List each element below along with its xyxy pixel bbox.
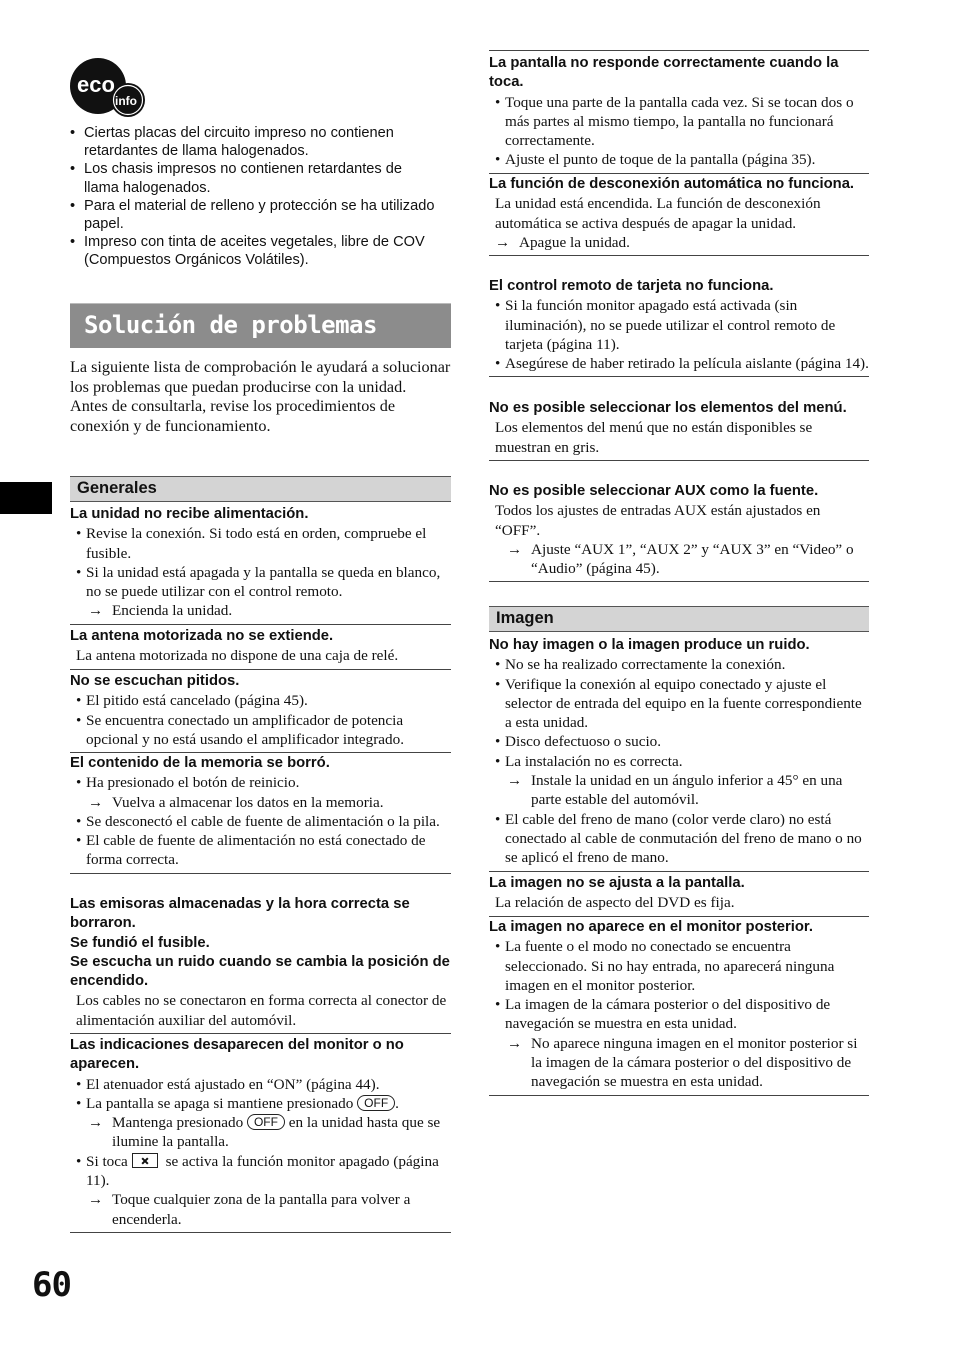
remedy-text: Toque cualquier zona de la pantalla para volver a encenderla. xyxy=(112,1191,411,1228)
cause-text: La unidad está encendida. La función de desconexión automática se activa después de apagar la unidad. xyxy=(495,195,821,232)
eco-bullet: • Impreso con tinta de aceites vegetales, libre de COV (Compuestos Orgánicos Volátiles). xyxy=(70,233,440,269)
cause-item: • Disco defectuoso o sucio. xyxy=(489,732,869,751)
cause-item: • Se encuentra conectado un amplificador de potencia opcional y no está usando el amplificador integrado. xyxy=(70,711,451,750)
remedy-text: en la unidad hasta que se ilumine la pantalla. xyxy=(112,1114,441,1151)
chapter-tab-marker xyxy=(0,482,52,514)
arrow-icon: → xyxy=(507,540,523,558)
cause-item xyxy=(70,1152,451,1191)
trouble-block-auto-off xyxy=(489,175,869,256)
page-number: 60 xyxy=(32,1265,71,1305)
cause-item: • El cable de fuente de alimentación no está conectado de forma correcta. xyxy=(70,831,451,870)
trouble-block-touch xyxy=(489,50,869,174)
cause-text: Los elementos del menú que no están disponibles se muestran en gris. xyxy=(495,419,813,456)
remedy-item xyxy=(489,540,869,579)
remedy-item xyxy=(70,793,451,812)
cause-item: • El cable del freno de mano (color verde claro) no está conectado al cable de conmutación del freno de mano o no se aplicó el freno de mano. xyxy=(489,810,869,868)
problem-heading: La unidad no recibe alimentación. xyxy=(70,506,309,522)
cause-text: Todos los ajustes de entradas AUX están ajustados en “OFF”. xyxy=(495,502,821,539)
problem-heading: El control remoto de tarjeta no funciona. xyxy=(489,278,774,294)
cause-text: . xyxy=(395,1094,399,1112)
cause-item: • La instalación no es correcta. xyxy=(489,752,869,771)
trouble-block-aspect xyxy=(489,874,869,917)
eco-logo-text: eco xyxy=(77,72,115,97)
eco-bullet-list xyxy=(70,124,440,270)
cause-text: La relación de aspecto del DVD es fija. xyxy=(495,894,735,912)
remedy-item xyxy=(70,1113,451,1152)
section-header-generales xyxy=(70,476,451,502)
cause-text: La antena motorizada no dispone de una caja de relé. xyxy=(76,647,399,665)
trouble-block-card-remote xyxy=(489,277,869,377)
cause-item xyxy=(70,1094,451,1113)
eco-bullet: • Ciertas placas del circuito impreso no contienen retardantes de llama halogenados. xyxy=(70,124,440,160)
remedy-text: No aparece ninguna imagen en el monitor posterior si la imagen de la cámara posterior o del dispositivo de navegación se muestra en esta unidad. xyxy=(531,1034,858,1091)
eco-info-logo xyxy=(70,56,146,118)
cause-text: Los cables no se conectaron en forma correcta al conector de alimentación auxiliar del automóvil. xyxy=(76,992,447,1029)
remedy-item xyxy=(70,601,451,620)
cause-item: • Toque una parte de la pantalla cada vez. Si se tocan dos o más partes al mismo tiempo, la pantalla no funcionará correctamente. xyxy=(489,93,869,151)
cause-item: • Revise la conexión. Si todo está en orden, compruebe el fusible. xyxy=(70,524,451,563)
problem-heading: Las emisoras almacenadas y la hora correcta se borraron. xyxy=(70,896,410,932)
problem-heading: No hay imagen o la imagen produce un ruido. xyxy=(489,637,810,653)
cause-item: • La fuente o el modo no conectado se encuentra seleccionado. Si no hay entrada, no aparecerá ninguna imagen en el monitor posterior. xyxy=(489,937,869,995)
cause-item: • El atenuador está ajustado en “ON” (página 44). xyxy=(70,1075,451,1094)
cause-item: • No se ha realizado correctamente la conexión. xyxy=(489,655,869,674)
problem-heading: No se escuchan pitidos. xyxy=(70,673,240,689)
remedy-item xyxy=(489,1034,869,1092)
cause-item: • La imagen de la cámara posterior o del dispositivo de navegación se muestra en esta unidad. xyxy=(489,995,869,1034)
section-title: Generales xyxy=(77,479,157,497)
problem-heading: La antena motorizada no se extiende. xyxy=(70,628,334,644)
trouble-block-power xyxy=(70,505,451,625)
section-title: Imagen xyxy=(496,609,554,627)
intro-paragraph: La siguiente lista de comprobación le ayudará a solucionar los problemas que puedan producirse con la unidad. xyxy=(70,358,451,396)
trouble-block-rear-monitor xyxy=(489,918,869,1096)
cause-item: • Asegúrese de haber retirado la película aislante (página 14). xyxy=(489,354,869,373)
trouble-block-aux xyxy=(489,482,869,582)
trouble-block-antenna xyxy=(70,627,451,670)
cause-item: • El pitido está cancelado (página 45). xyxy=(70,691,451,710)
section-header-imagen xyxy=(489,606,869,632)
intro-paragraph: Antes de consultarla, revise los procedimientos de conexión y de funcionamiento. xyxy=(70,397,396,435)
cause-item: • Si la función monitor apagado está activada (sin iluminación), no se puede utilizar el control remoto de tarjeta (página 11). xyxy=(489,296,869,354)
remedy-text: Apague la unidad. xyxy=(519,233,630,251)
cause-text: La pantalla se apaga si mantiene presionado xyxy=(86,1094,354,1112)
problem-heading: Las indicaciones desaparecen del monitor o no aparecen. xyxy=(70,1037,404,1073)
cause-text: Si toca xyxy=(86,1152,128,1170)
trouble-block-memory xyxy=(70,754,451,874)
eco-logo-subtext: info xyxy=(115,94,137,108)
problem-heading: No es posible seleccionar los elementos del menú. xyxy=(489,400,847,416)
problem-heading: Se fundió el fusible. xyxy=(70,934,210,951)
cause-item: • Ajuste el punto de toque de la pantalla (página 35). xyxy=(489,150,869,169)
off-key-icon: OFF xyxy=(357,1095,395,1111)
problem-heading: La imagen no se ajusta a la pantalla. xyxy=(489,875,745,891)
problem-heading: No es posible seleccionar AUX como la fuente. xyxy=(489,483,819,499)
remedy-text: Mantenga presionado xyxy=(112,1114,244,1132)
problem-heading: La imagen no aparece en el monitor posterior. xyxy=(489,919,813,935)
arrow-icon: → xyxy=(507,772,523,790)
arrow-icon: → xyxy=(495,233,511,251)
problem-heading: La pantalla no responde correctamente cuando la toca. xyxy=(489,55,839,91)
remedy-item xyxy=(489,771,869,810)
arrow-icon: → xyxy=(88,1114,104,1132)
remedy-text: Instale la unidad en un ángulo inferior a 45° en una parte estable del automóvil. xyxy=(531,772,843,809)
trouble-block-display xyxy=(70,1036,451,1233)
remedy-item xyxy=(70,1190,451,1229)
remedy-text: Encienda la unidad. xyxy=(112,602,233,620)
off-key-icon: OFF xyxy=(247,1114,285,1130)
problem-heading: Se escucha un ruido cuando se cambia la posición de encendido. xyxy=(70,953,450,990)
problem-heading: El contenido de la memoria se borró. xyxy=(70,755,330,771)
intro-text xyxy=(70,358,451,436)
trouble-block-beep xyxy=(70,672,451,753)
remedy-item xyxy=(489,233,869,252)
arrow-icon: → xyxy=(88,1191,104,1209)
eco-bullet: • Para el material de relleno y protección se ha utilizado papel. xyxy=(70,197,440,233)
cause-item: • Ha presionado el botón de reinicio. xyxy=(70,773,451,792)
cause-text: se activa la función monitor apagado (página 11). xyxy=(86,1152,439,1190)
eco-bullet: • Los chasis impresos no contienen retardantes de llama halogenados. xyxy=(70,160,440,196)
cause-item: • Si la unidad está apagada y la pantalla se queda en blanco, no se puede utilizar con el control remoto. xyxy=(70,563,451,602)
remedy-text: Ajuste “AUX 1”, “AUX 2” y “AUX 3” en “Video” o “Audio” (página 45). xyxy=(531,540,854,578)
problem-heading: La función de desconexión automática no funciona. xyxy=(489,176,855,192)
page-title-bar xyxy=(70,303,451,348)
arrow-icon: → xyxy=(88,602,104,620)
arrow-icon: → xyxy=(507,1034,523,1052)
cause-item: • Verifique la conexión al equipo conectado y ajuste el selector de entrada del equipo en la fuente correspondiente a esta unidad. xyxy=(489,675,869,733)
trouble-block-menu xyxy=(489,399,869,461)
arrow-icon: → xyxy=(88,793,104,811)
trouble-block-stations xyxy=(70,895,451,1034)
close-x-icon xyxy=(132,1153,158,1168)
page-title: Solución de problemas xyxy=(84,311,377,339)
remedy-text: Vuelva a almacenar los datos en la memoria. xyxy=(112,793,384,811)
trouble-block-no-image xyxy=(489,636,869,872)
cause-item: • Se desconectó el cable de fuente de alimentación o la pila. xyxy=(70,812,451,831)
